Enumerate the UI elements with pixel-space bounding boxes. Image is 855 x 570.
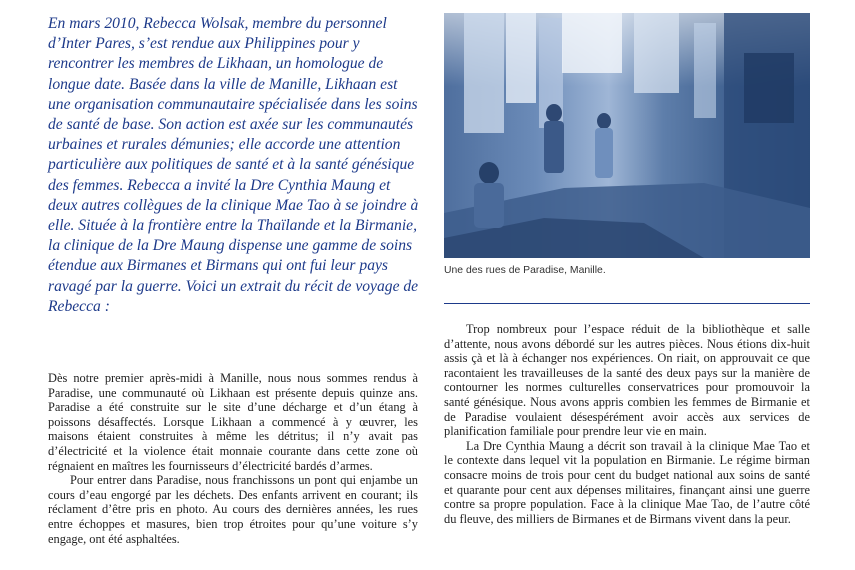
right-column-body [444, 322, 810, 526]
right-paragraph-1: Trop nombreux pour l’espace réduit de la bibliothèque et salle d’attente, nous avons débordé sur les autres pièces. Nous étions dix-huit assis çà et là à échanger nos expériences. On riait, on approuvait ce que racontaient les travailleuses de la santé des deux pays sur la manière de contourner les normes culturelles conservatrices pour promouvoir la santé génésique. Nous avons appris combien les femmes de Birmanie et de Paradise voulaient désespérément avoir accès aux services de planification familiale pour prendre leur vie en main. [444, 322, 810, 439]
column-divider-rule [444, 303, 810, 304]
left-paragraph-1: Dès notre premier après-midi à Manille, nous nous sommes rendus à Paradise, une communauté où Likhaan est présente depuis quinze ans. Paradise a été construite sur le site d’une décharge et d’un étang à poissons désaffectés. Lorsque Likhaan a commencé à y œuvrer, les maisons étaient construites à même les détritus; il n’y avait pas d’électricité et la violence était monnaie courante dans cette zone où régnaient en maîtres les fournisseurs d’électricité bardés d’armes. [48, 371, 418, 473]
left-paragraph-2: Pour entrer dans Paradise, nous franchissons un pont qui enjambe un cours d’eau engorgé par les déchets. Des enfants arrivent en courant; ils réclament d’être pris en photo. Au cours des dernières années, les rues entre échoppes et masures, bien trop étroites pour qu’une voiture s’y engage, ont été asphaltées. [48, 473, 418, 546]
street-photo-illustration [444, 13, 810, 258]
street-photo [444, 13, 810, 258]
intro-paragraph: En mars 2010, Rebecca Wolsak, membre du personnel d’Inter Pares, s’est rendue aux Philippines pour y rencontrer les membres de Likhaan, un homologue de longue date. Basée dans la ville de Manille, Likhaan est une organisation communautaire spécialisée dans les soins de santé de base. Son action est axée sur les communautés urbaines et rurales démunies; elle accorde une attention particulière aux politiques de santé et à la santé génésique des femmes. Rebecca a invité la Dre Cynthia Maung et deux autres collègues de la clinique Mae Tao à se joindre à elle. Située à la frontière entre la Thaïlande et la Birmanie, la clinique de la Dre Maung dispense une gamme de soins étendue aux Birmanes et Birmans qui ont fui leur pays ravagé par la guerre. Voici un extrait du récit de voyage de Rebecca : [48, 15, 419, 315]
right-paragraph-2: La Dre Cynthia Maung a décrit son travail à la clinique Mae Tao et le contexte dans lequel vit la population en Birmanie. Le régime birman consacre moins de trois pour cent du budget national aux soins de santé et quarante pour cent aux dépenses militaires, finançant ainsi une guerre contre sa propre population. Face à la clinique Mae Tao, de l’autre côté du fleuve, des milliers de Birmanes et de Birmans vivent dans la peur. [444, 438, 810, 526]
photo-caption: Une des rues de Paradise, Manille. [444, 265, 606, 276]
left-column-body [48, 371, 418, 546]
